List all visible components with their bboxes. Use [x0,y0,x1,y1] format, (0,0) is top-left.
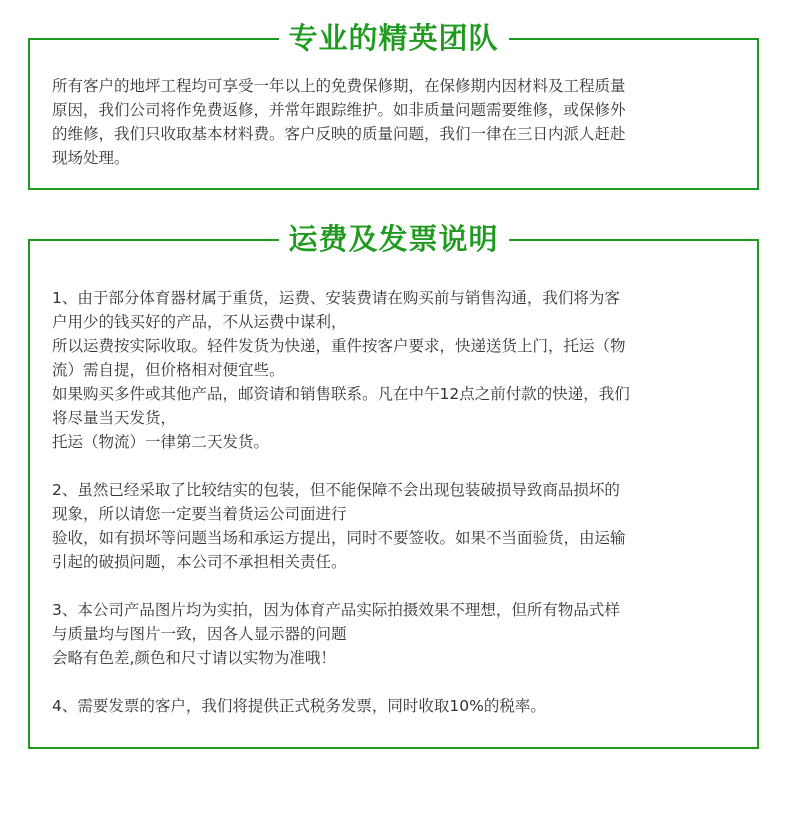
paragraph-spacer [52,454,741,478]
shipping-text-line: 会略有色差,颜色和尺寸请以实物为准哦！ [52,649,336,667]
shipping-text-line: 1、由于部分体育器材属于重货，运费、安装费请在购买前与销售沟通，我们将为客 [52,289,620,307]
team-section-title: 专业的精英团队 [278,18,508,58]
shipping-section-title: 运费及发票说明 [278,219,508,259]
paragraph-spacer [52,574,741,598]
shipping-text-line: 4、需要发票的客户，我们将提供正式税务发票，同时收取10%的税率。 [52,697,546,715]
paragraph-spacer [52,670,741,694]
team-section [28,21,759,190]
shipping-invoice-section [28,222,759,749]
shipping-paragraph-1 [52,286,741,454]
shipping-paragraph-4 [52,694,741,718]
shipping-paragraph-3 [52,598,741,670]
team-text-line: 所有客户的地坪工程均可享受一年以上的免费保修期，在保修期内因材料及工程质量 [52,77,626,95]
shipping-text-line: 如果购买多件或其他产品，邮资请和销售联系。凡在中午12点之前付款的快递，我们 [52,385,630,403]
shipping-section-body [52,286,741,718]
team-text-line: 的维修，我们只收取基本材料费。客户反映的质量问题，我们一律在三日内派人赶赴 [52,125,626,143]
team-text-line: 原因，我们公司将作免费返修，并常年跟踪维护。如非质量问题需要维修，或保修外 [52,101,626,119]
shipping-text-line: 与质量均与图片一致，因各人显示器的问题 [52,625,347,643]
shipping-text-line: 引起的破损问题，本公司不承担相关责任。 [52,553,347,571]
shipping-paragraph-2 [52,478,741,574]
shipping-text-line: 流）需自提，但价格相对便宜些。 [52,361,285,379]
shipping-text-line: 2、虽然已经采取了比较结实的包装，但不能保障不会出现包装破损导致商品损坏的 [52,481,620,499]
team-text-line: 现场处理。 [52,149,130,167]
shipping-text-line: 将尽量当天发货， [52,409,177,427]
shipping-text-line: 户用少的钱买好的产品，不从运费中谋利， [52,313,347,331]
shipping-text-line: 所以运费按实际收取。轻件发货为快递，重件按客户要求，快递送货上门，托运（物 [52,337,626,355]
shipping-text-line: 3、本公司产品图片均为实拍，因为体育产品实际拍摄效果不理想，但所有物品式样 [52,601,620,619]
shipping-text-line: 托运（物流）一律第二天发货。 [52,433,270,451]
shipping-text-line: 验收，如有损坏等问题当场和承运方提出，同时不要签收。如果不当面验货，由运输 [52,529,626,547]
team-section-body [52,74,741,170]
shipping-text-line: 现象，所以请您一定要当着货运公司面进行 [52,505,347,523]
